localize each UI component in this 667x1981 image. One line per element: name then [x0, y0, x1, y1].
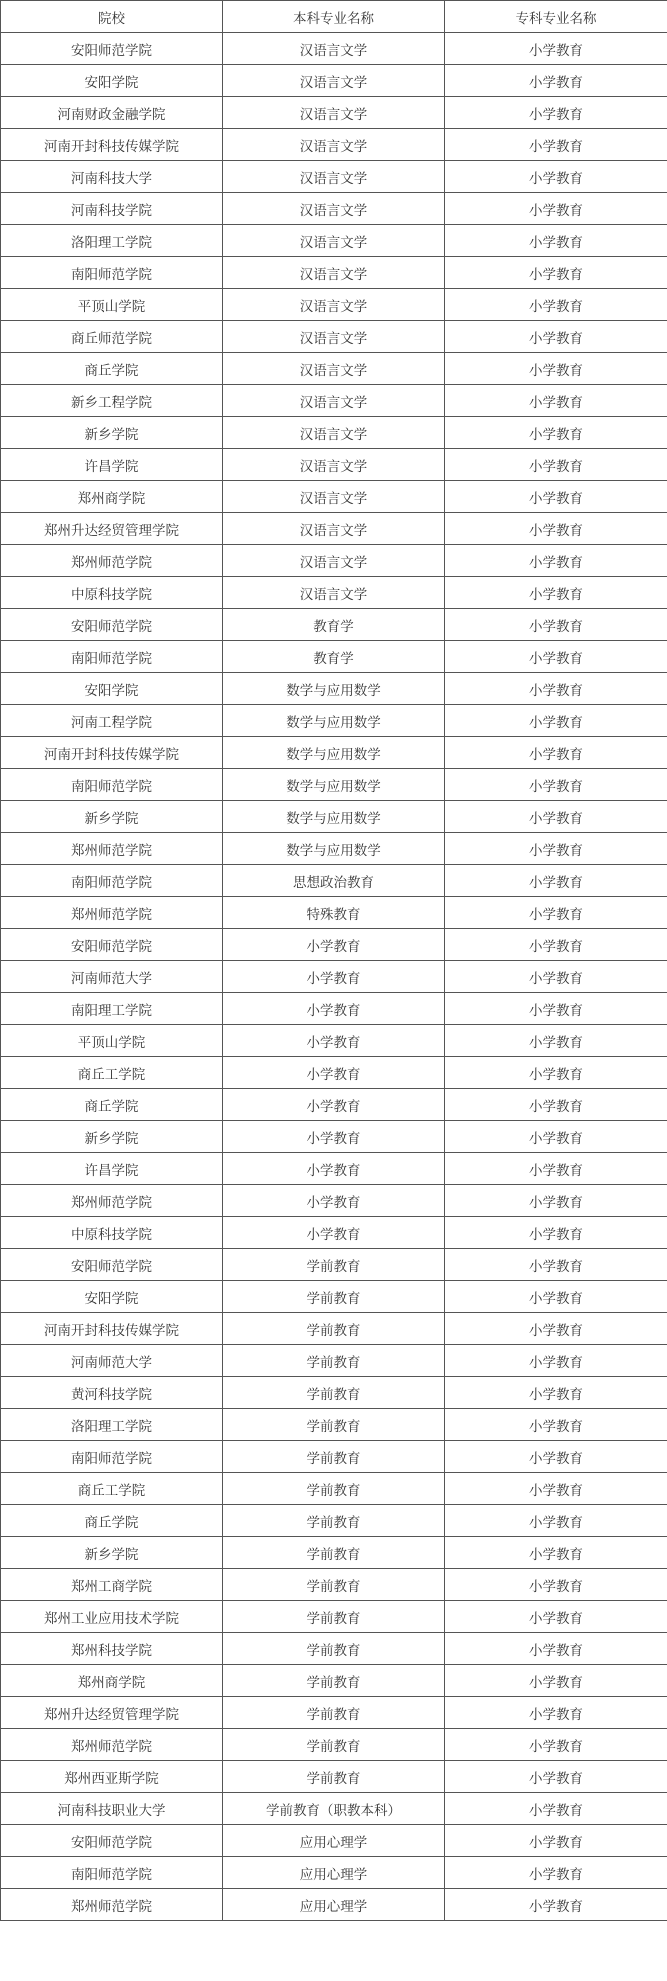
- bachelor-major-cell: 汉语言文学: [223, 289, 445, 321]
- school-cell: 黄河科技学院: [1, 1377, 223, 1409]
- school-cell: 郑州师范学院: [1, 897, 223, 929]
- bachelor-major-cell: 小学教育: [223, 1185, 445, 1217]
- bachelor-major-cell: 特殊教育: [223, 897, 445, 929]
- school-cell: 河南科技大学: [1, 161, 223, 193]
- table-row: [1, 161, 667, 193]
- school-cell: 平顶山学院: [1, 1025, 223, 1057]
- bachelor-major-cell: 数学与应用数学: [223, 833, 445, 865]
- school-cell: 河南财政金融学院: [1, 97, 223, 129]
- bachelor-major-cell: 学前教育: [223, 1377, 445, 1409]
- table-row: [1, 65, 667, 97]
- bachelor-major-cell: 汉语言文学: [223, 161, 445, 193]
- table-row: [1, 321, 667, 353]
- college-major-cell: 小学教育: [445, 1665, 667, 1697]
- school-cell: 商丘学院: [1, 1505, 223, 1537]
- table-row: [1, 1889, 667, 1921]
- school-cell: 商丘学院: [1, 1089, 223, 1121]
- college-major-cell: 小学教育: [445, 1633, 667, 1665]
- school-cell: 郑州商学院: [1, 1665, 223, 1697]
- table-row: [1, 193, 667, 225]
- college-major-cell: 小学教育: [445, 673, 667, 705]
- bachelor-major-cell: 汉语言文学: [223, 65, 445, 97]
- bachelor-major-cell: 学前教育: [223, 1601, 445, 1633]
- college-major-cell: 小学教育: [445, 1409, 667, 1441]
- bachelor-major-cell: 思想政治教育: [223, 865, 445, 897]
- table-row: [1, 1089, 667, 1121]
- table-row: [1, 97, 667, 129]
- college-major-cell: 小学教育: [445, 1441, 667, 1473]
- school-cell: 安阳学院: [1, 673, 223, 705]
- table-row: [1, 865, 667, 897]
- table-row: [1, 449, 667, 481]
- college-major-cell: 小学教育: [445, 1793, 667, 1825]
- bachelor-major-cell: 应用心理学: [223, 1857, 445, 1889]
- college-major-cell: 小学教育: [445, 929, 667, 961]
- school-cell: 新乡工程学院: [1, 385, 223, 417]
- table-row: [1, 353, 667, 385]
- column-header-college-major: 专科专业名称: [445, 1, 667, 33]
- bachelor-major-cell: 汉语言文学: [223, 449, 445, 481]
- column-header-school: 院校: [1, 1, 223, 33]
- table-row: [1, 993, 667, 1025]
- table-row: [1, 1473, 667, 1505]
- college-major-cell: 小学教育: [445, 545, 667, 577]
- college-major-cell: 小学教育: [445, 289, 667, 321]
- bachelor-major-cell: 学前教育: [223, 1633, 445, 1665]
- school-cell: 新乡学院: [1, 1121, 223, 1153]
- table-row: [1, 1281, 667, 1313]
- college-major-cell: 小学教育: [445, 1377, 667, 1409]
- bachelor-major-cell: 小学教育: [223, 1025, 445, 1057]
- bachelor-major-cell: 汉语言文学: [223, 481, 445, 513]
- school-cell: 郑州师范学院: [1, 833, 223, 865]
- school-cell: 许昌学院: [1, 1153, 223, 1185]
- school-cell: 商丘学院: [1, 353, 223, 385]
- bachelor-major-cell: 小学教育: [223, 1057, 445, 1089]
- bachelor-major-cell: 学前教育: [223, 1249, 445, 1281]
- bachelor-major-cell: 学前教育: [223, 1441, 445, 1473]
- table-row: [1, 1665, 667, 1697]
- college-major-cell: 小学教育: [445, 129, 667, 161]
- school-cell: 郑州西亚斯学院: [1, 1761, 223, 1793]
- school-cell: 中原科技学院: [1, 1217, 223, 1249]
- college-major-cell: 小学教育: [445, 193, 667, 225]
- bachelor-major-cell: 应用心理学: [223, 1889, 445, 1921]
- table-row: [1, 833, 667, 865]
- bachelor-major-cell: 学前教育: [223, 1761, 445, 1793]
- college-major-cell: 小学教育: [445, 33, 667, 65]
- bachelor-major-cell: 汉语言文学: [223, 97, 445, 129]
- school-cell: 安阳师范学院: [1, 1249, 223, 1281]
- college-major-cell: 小学教育: [445, 257, 667, 289]
- bachelor-major-cell: 学前教育: [223, 1313, 445, 1345]
- college-major-cell: 小学教育: [445, 577, 667, 609]
- college-major-cell: 小学教育: [445, 641, 667, 673]
- college-major-cell: 小学教育: [445, 1473, 667, 1505]
- bachelor-major-cell: 小学教育: [223, 1153, 445, 1185]
- school-cell: 河南师范大学: [1, 961, 223, 993]
- table-row: [1, 33, 667, 65]
- college-major-cell: 小学教育: [445, 1761, 667, 1793]
- table-row: [1, 1825, 667, 1857]
- bachelor-major-cell: 汉语言文学: [223, 513, 445, 545]
- college-major-cell: 小学教育: [445, 1345, 667, 1377]
- college-major-cell: 小学教育: [445, 1889, 667, 1921]
- bachelor-major-cell: 汉语言文学: [223, 353, 445, 385]
- bachelor-major-cell: 汉语言文学: [223, 129, 445, 161]
- school-cell: 郑州师范学院: [1, 1889, 223, 1921]
- table-row: [1, 1601, 667, 1633]
- bachelor-major-cell: 学前教育: [223, 1697, 445, 1729]
- school-cell: 河南科技职业大学: [1, 1793, 223, 1825]
- school-cell: 郑州师范学院: [1, 1729, 223, 1761]
- table-row: [1, 1505, 667, 1537]
- school-cell: 中原科技学院: [1, 577, 223, 609]
- table-row: [1, 1153, 667, 1185]
- table-row: [1, 257, 667, 289]
- school-cell: 河南开封科技传媒学院: [1, 1313, 223, 1345]
- bachelor-major-cell: 小学教育: [223, 1217, 445, 1249]
- college-major-cell: 小学教育: [445, 1121, 667, 1153]
- college-major-cell: 小学教育: [445, 417, 667, 449]
- bachelor-major-cell: 数学与应用数学: [223, 705, 445, 737]
- bachelor-major-cell: 汉语言文学: [223, 321, 445, 353]
- table-row: [1, 225, 667, 257]
- bachelor-major-cell: 学前教育（职教本科）: [223, 1793, 445, 1825]
- table-row: [1, 577, 667, 609]
- table-row: [1, 801, 667, 833]
- bachelor-major-cell: 学前教育: [223, 1729, 445, 1761]
- table-row: [1, 1729, 667, 1761]
- bachelor-major-cell: 小学教育: [223, 1121, 445, 1153]
- college-major-cell: 小学教育: [445, 97, 667, 129]
- bachelor-major-cell: 学前教育: [223, 1281, 445, 1313]
- bachelor-major-cell: 学前教育: [223, 1537, 445, 1569]
- college-major-cell: 小学教育: [445, 705, 667, 737]
- table-row: [1, 961, 667, 993]
- table-row: [1, 1377, 667, 1409]
- bachelor-major-cell: 小学教育: [223, 929, 445, 961]
- school-cell: 安阳师范学院: [1, 33, 223, 65]
- bachelor-major-cell: 汉语言文学: [223, 577, 445, 609]
- bachelor-major-cell: 小学教育: [223, 1089, 445, 1121]
- table-row: [1, 1057, 667, 1089]
- school-cell: 南阳理工学院: [1, 993, 223, 1025]
- table-row: [1, 1121, 667, 1153]
- college-major-cell: 小学教育: [445, 513, 667, 545]
- college-major-cell: 小学教育: [445, 1505, 667, 1537]
- college-major-cell: 小学教育: [445, 321, 667, 353]
- bachelor-major-cell: 教育学: [223, 641, 445, 673]
- school-cell: 新乡学院: [1, 801, 223, 833]
- column-header-bachelor-major: 本科专业名称: [223, 1, 445, 33]
- college-major-cell: 小学教育: [445, 1249, 667, 1281]
- school-cell: 安阳师范学院: [1, 609, 223, 641]
- college-major-cell: 小学教育: [445, 833, 667, 865]
- bachelor-major-cell: 数学与应用数学: [223, 737, 445, 769]
- table-row: [1, 1185, 667, 1217]
- school-cell: 河南开封科技传媒学院: [1, 737, 223, 769]
- table-row: [1, 481, 667, 513]
- table-row: [1, 897, 667, 929]
- bachelor-major-cell: 汉语言文学: [223, 33, 445, 65]
- table-row: [1, 129, 667, 161]
- school-cell: 郑州师范学院: [1, 1185, 223, 1217]
- college-major-cell: 小学教育: [445, 1025, 667, 1057]
- college-major-cell: 小学教育: [445, 769, 667, 801]
- table-row: [1, 737, 667, 769]
- college-major-cell: 小学教育: [445, 1601, 667, 1633]
- college-major-cell: 小学教育: [445, 449, 667, 481]
- table-row: [1, 1697, 667, 1729]
- school-cell: 郑州升达经贸管理学院: [1, 513, 223, 545]
- bachelor-major-cell: 小学教育: [223, 961, 445, 993]
- bachelor-major-cell: 教育学: [223, 609, 445, 641]
- college-major-cell: 小学教育: [445, 897, 667, 929]
- school-cell: 河南师范大学: [1, 1345, 223, 1377]
- college-major-cell: 小学教育: [445, 1569, 667, 1601]
- table-body: [1, 33, 667, 1921]
- college-major-cell: 小学教育: [445, 993, 667, 1025]
- school-cell: 南阳师范学院: [1, 1441, 223, 1473]
- table-row: [1, 1857, 667, 1889]
- school-cell: 南阳师范学院: [1, 257, 223, 289]
- school-cell: 安阳师范学院: [1, 929, 223, 961]
- school-cell: 洛阳理工学院: [1, 225, 223, 257]
- school-cell: 南阳师范学院: [1, 769, 223, 801]
- bachelor-major-cell: 学前教育: [223, 1665, 445, 1697]
- school-cell: 郑州科技学院: [1, 1633, 223, 1665]
- school-cell: 河南开封科技传媒学院: [1, 129, 223, 161]
- bachelor-major-cell: 数学与应用数学: [223, 769, 445, 801]
- college-major-cell: 小学教育: [445, 1281, 667, 1313]
- school-cell: 郑州升达经贸管理学院: [1, 1697, 223, 1729]
- school-cell: 新乡学院: [1, 417, 223, 449]
- table-row: [1, 705, 667, 737]
- college-major-cell: 小学教育: [445, 865, 667, 897]
- school-cell: 郑州师范学院: [1, 545, 223, 577]
- table-row: [1, 1345, 667, 1377]
- college-major-cell: 小学教育: [445, 65, 667, 97]
- school-cell: 郑州工业应用技术学院: [1, 1601, 223, 1633]
- school-cell: 安阳学院: [1, 1281, 223, 1313]
- school-cell: 商丘工学院: [1, 1057, 223, 1089]
- college-major-cell: 小学教育: [445, 1825, 667, 1857]
- table-row: [1, 1793, 667, 1825]
- bachelor-major-cell: 应用心理学: [223, 1825, 445, 1857]
- bachelor-major-cell: 数学与应用数学: [223, 673, 445, 705]
- school-cell: 河南工程学院: [1, 705, 223, 737]
- table-row: [1, 513, 667, 545]
- table-row: [1, 609, 667, 641]
- table-row: [1, 289, 667, 321]
- table-row: [1, 1761, 667, 1793]
- table-row: [1, 385, 667, 417]
- school-cell: 郑州商学院: [1, 481, 223, 513]
- school-cell: 洛阳理工学院: [1, 1409, 223, 1441]
- table-row: [1, 673, 667, 705]
- table-row: [1, 1569, 667, 1601]
- college-major-cell: 小学教育: [445, 161, 667, 193]
- school-cell: 安阳师范学院: [1, 1825, 223, 1857]
- college-major-cell: 小学教育: [445, 609, 667, 641]
- bachelor-major-cell: 学前教育: [223, 1409, 445, 1441]
- bachelor-major-cell: 汉语言文学: [223, 417, 445, 449]
- table-row: [1, 1025, 667, 1057]
- college-major-cell: 小学教育: [445, 1313, 667, 1345]
- school-cell: 新乡学院: [1, 1537, 223, 1569]
- school-cell: 平顶山学院: [1, 289, 223, 321]
- school-cell: 商丘工学院: [1, 1473, 223, 1505]
- bachelor-major-cell: 数学与应用数学: [223, 801, 445, 833]
- table-row: [1, 1633, 667, 1665]
- table-row: [1, 1217, 667, 1249]
- school-cell: 商丘师范学院: [1, 321, 223, 353]
- college-major-cell: 小学教育: [445, 385, 667, 417]
- school-cell: 河南科技学院: [1, 193, 223, 225]
- school-cell: 南阳师范学院: [1, 865, 223, 897]
- college-major-cell: 小学教育: [445, 1729, 667, 1761]
- table-row: [1, 1537, 667, 1569]
- header-row: [1, 1, 667, 33]
- college-major-cell: 小学教育: [445, 353, 667, 385]
- bachelor-major-cell: 小学教育: [223, 993, 445, 1025]
- college-major-cell: 小学教育: [445, 1185, 667, 1217]
- bachelor-major-cell: 学前教育: [223, 1345, 445, 1377]
- school-cell: 南阳师范学院: [1, 641, 223, 673]
- table-row: [1, 769, 667, 801]
- table-row: [1, 641, 667, 673]
- college-major-cell: 小学教育: [445, 481, 667, 513]
- college-major-cell: 小学教育: [445, 801, 667, 833]
- table-header: [1, 1, 667, 33]
- table-row: [1, 417, 667, 449]
- table-row: [1, 929, 667, 961]
- college-major-cell: 小学教育: [445, 225, 667, 257]
- bachelor-major-cell: 汉语言文学: [223, 193, 445, 225]
- table-row: [1, 1441, 667, 1473]
- table-row: [1, 1313, 667, 1345]
- school-cell: 南阳师范学院: [1, 1857, 223, 1889]
- school-cell: 许昌学院: [1, 449, 223, 481]
- college-major-cell: 小学教育: [445, 1153, 667, 1185]
- college-major-cell: 小学教育: [445, 1537, 667, 1569]
- bachelor-major-cell: 学前教育: [223, 1505, 445, 1537]
- table-row: [1, 1409, 667, 1441]
- college-major-cell: 小学教育: [445, 1857, 667, 1889]
- college-major-cell: 小学教育: [445, 1057, 667, 1089]
- bachelor-major-cell: 学前教育: [223, 1473, 445, 1505]
- college-major-cell: 小学教育: [445, 1217, 667, 1249]
- college-major-cell: 小学教育: [445, 1697, 667, 1729]
- bachelor-major-cell: 汉语言文学: [223, 385, 445, 417]
- table-row: [1, 545, 667, 577]
- bachelor-major-cell: 汉语言文学: [223, 257, 445, 289]
- college-major-cell: 小学教育: [445, 961, 667, 993]
- college-major-cell: 小学教育: [445, 737, 667, 769]
- college-major-cell: 小学教育: [445, 1089, 667, 1121]
- table-row: [1, 1249, 667, 1281]
- bachelor-major-cell: 汉语言文学: [223, 225, 445, 257]
- school-cell: 安阳学院: [1, 65, 223, 97]
- bachelor-major-cell: 汉语言文学: [223, 545, 445, 577]
- school-cell: 郑州工商学院: [1, 1569, 223, 1601]
- bachelor-major-cell: 学前教育: [223, 1569, 445, 1601]
